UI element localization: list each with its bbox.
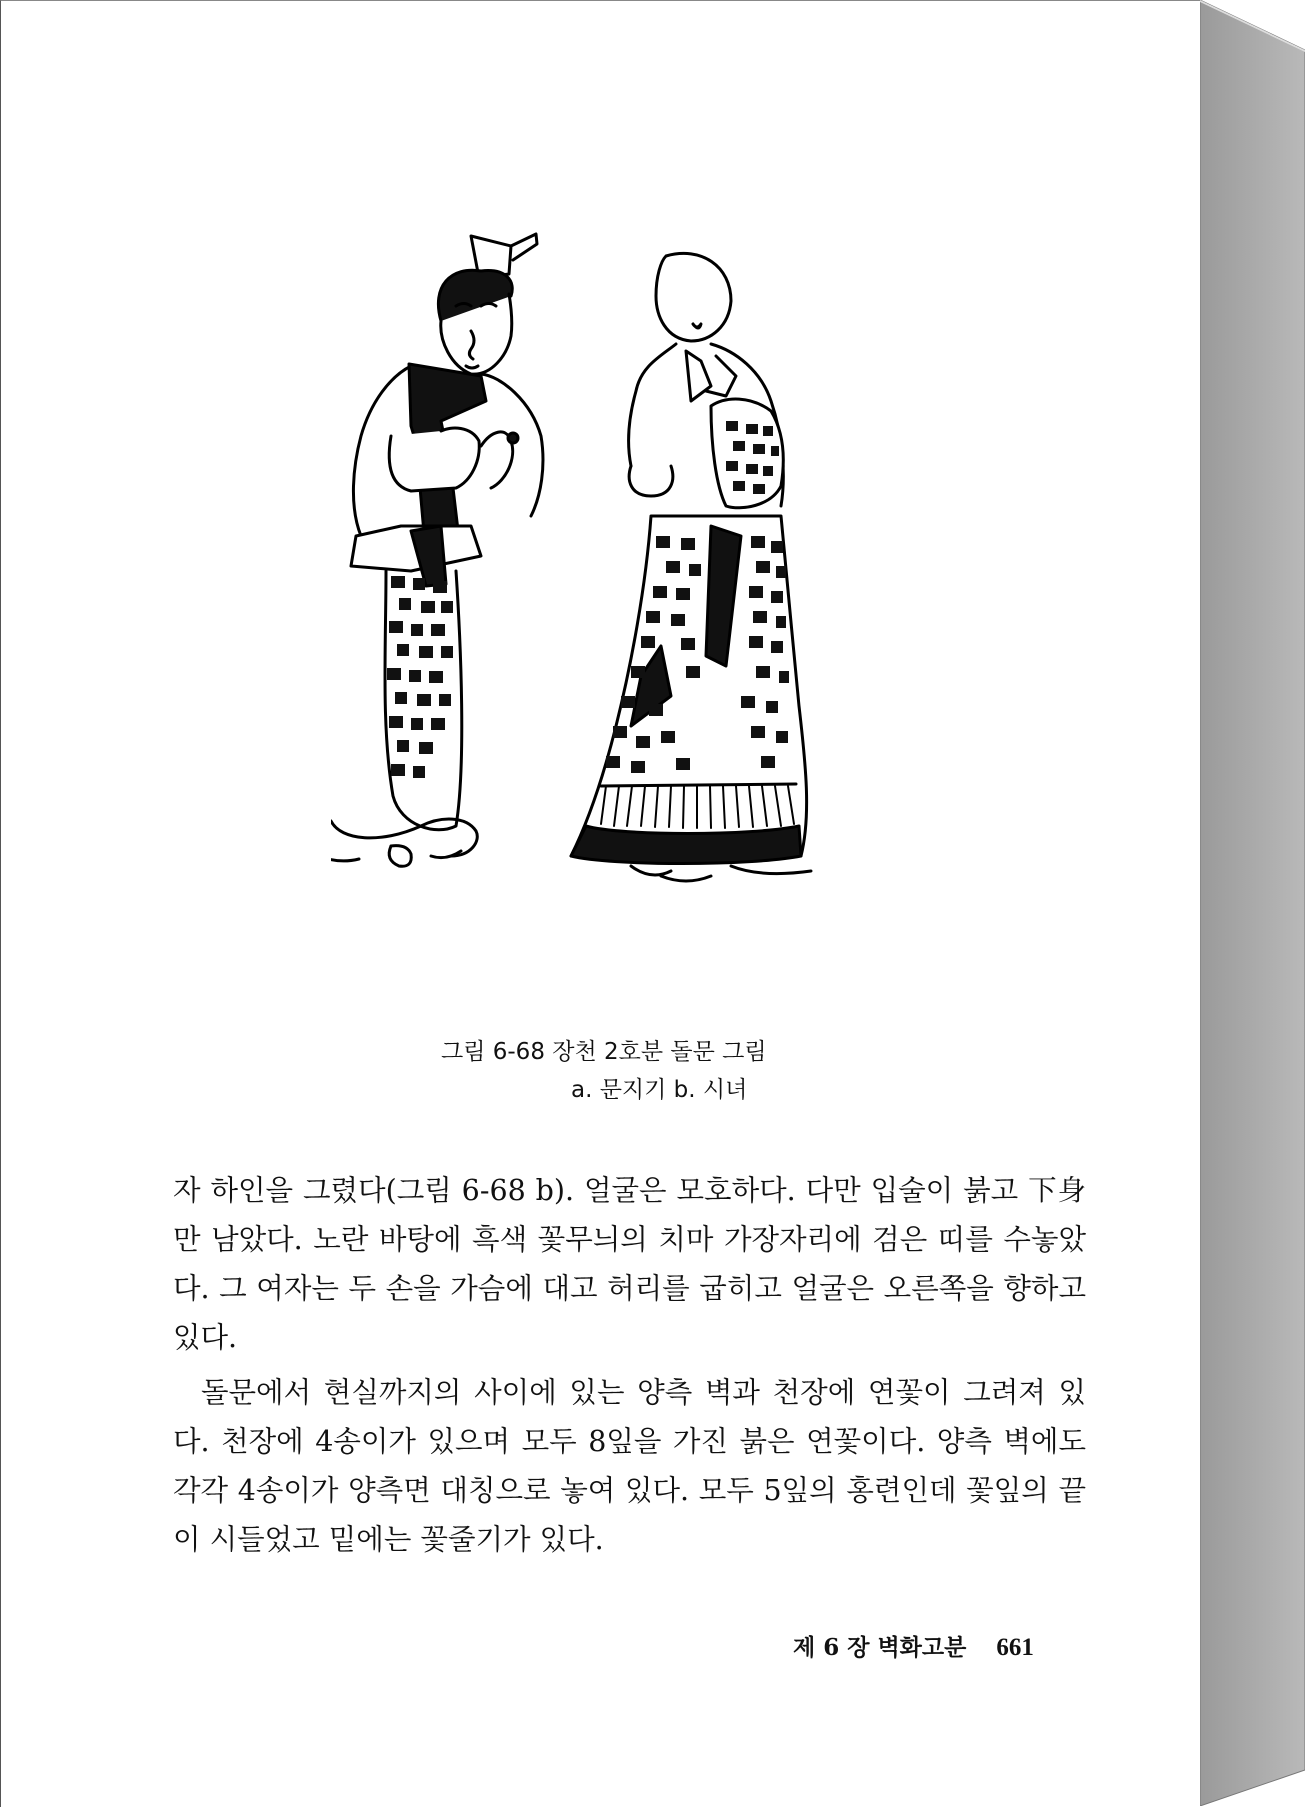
figure-illustration: [331, 226, 971, 1021]
book-spine: [1200, 0, 1305, 1806]
paragraph: 돌문에서 현실까지의 사이에 있는 양측 벽과 천장에 연꽃이 그려져 있다. 천장에 4송이가 있으며 모두 8잎을 가진 붉은 연꽃이다. 양측 벽에도 각각 4송이가 양측면 대칭으로 놓여 있다. 모두 5잎의 홍련인데 꽃잎의 끝이 시들었고 밑에는 꽃줄기가 있다.: [173, 1376, 1086, 1556]
chapter-title: 제 6 장 벽화고분: [793, 1634, 967, 1661]
page-number: 661: [996, 1634, 1034, 1661]
paragraph: 자 하인을 그렸다(그림 6-68 b). 얼굴은 모호하다. 다만 입술이 붉고 下身만 남았다. 노란 바탕에 흑색 꽃무늬의 치마 가장자리에 검은 띠를 수놓았다. 그 여자는 두 손을 가슴에 대고 허리를 굽히고 얼굴은 오른쪽을 향하고 있다.: [173, 1174, 1086, 1354]
page-footer: [793, 1629, 1093, 1662]
body-text: [173, 1166, 1086, 1570]
figure-caption-title: 그림 6-68 장천 2호분 돌문 그림: [441, 1039, 767, 1065]
figure-caption-subtitle: a. 문지기 b. 시녀: [571, 1077, 748, 1103]
figure-caption: [441, 1033, 941, 1109]
